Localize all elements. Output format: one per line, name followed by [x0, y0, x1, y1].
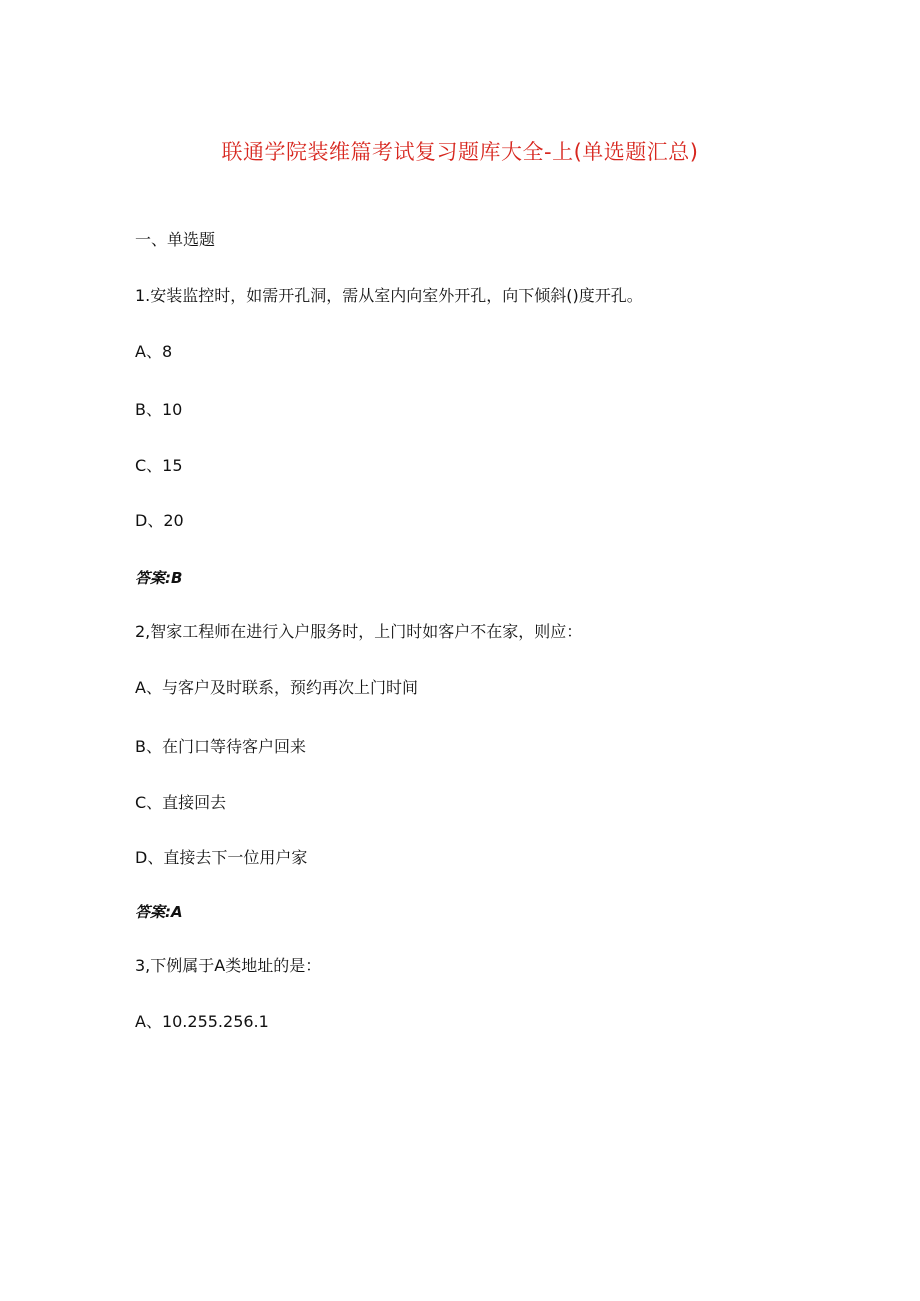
section-heading: 一、单选题 — [135, 230, 216, 249]
question-2-answer: 答案:A — [135, 903, 183, 921]
question-2-option-d: D、直接去下一位用户家 — [135, 848, 308, 867]
question-2-stem: 2,智家工程师在进行入户服务时，上门时如客户不在家，则应： — [135, 622, 583, 641]
question-1-option-a: A、8 — [135, 342, 173, 361]
question-1-option-c: C、15 — [135, 456, 183, 475]
question-1-option-b: B、10 — [135, 400, 183, 419]
document-title: 联通学院装维篇考试复习题库大全-上(单选题汇总) — [221, 140, 699, 164]
question-2-option-c: C、直接回去 — [135, 793, 227, 812]
question-2-option-b: B、在门口等待客户回来 — [135, 737, 306, 756]
question-3-option-a: A、10.255.256.1 — [135, 1012, 269, 1031]
question-1-answer: 答案:B — [135, 569, 183, 587]
question-2-option-a: A、与客户及时联系，预约再次上门时间 — [135, 678, 418, 697]
question-1-option-d: D、20 — [135, 511, 184, 530]
question-1-stem: 1.安装监控时，如需开孔洞，需从室内向室外开孔，向下倾斜()度开孔。 — [135, 286, 643, 305]
question-3-stem: 3,下例属于A类地址的是： — [135, 956, 322, 975]
